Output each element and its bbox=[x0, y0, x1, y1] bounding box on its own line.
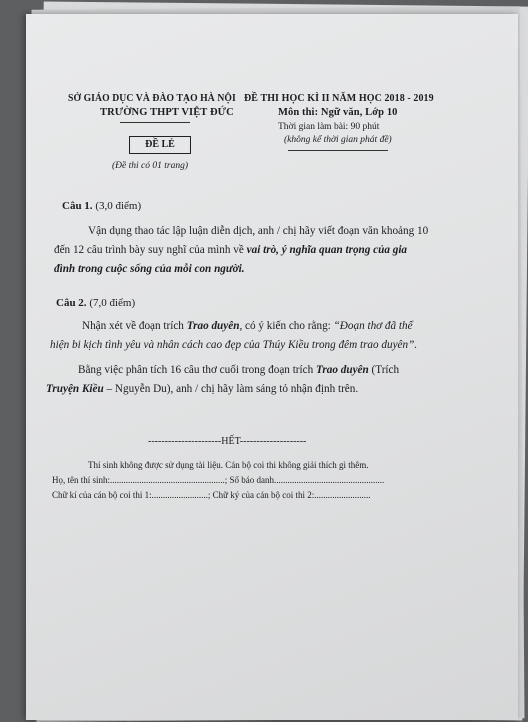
question2-p2-text-a: Bằng việc phân tích 16 câu thơ cuối trong đoạn trích bbox=[78, 364, 316, 376]
question1-line3: đình trong cuộc sống của mỗi con người. bbox=[54, 263, 245, 275]
question2-p2-work-title: Trao duyên bbox=[316, 364, 369, 376]
question1-line2-emphasis: vai trò, ý nghĩa quan trọng của gia bbox=[246, 244, 408, 256]
exam-code-box: ĐỀ LẺ bbox=[129, 136, 191, 154]
exam-rules-note: Thí sinh không được sử dụng tài liệu. Cán bộ coi thi không giải thích gì thêm. bbox=[88, 460, 369, 470]
question2-p2-text-b: – Nguyễn Du), anh / chị hãy làm sáng tỏ nhận định trên. bbox=[103, 383, 359, 395]
question2-p1-line1 bbox=[82, 317, 413, 336]
duration-line: Thời gian làm bài: 90 phút bbox=[278, 122, 380, 132]
question2-p2-line1 bbox=[78, 361, 399, 380]
question2-title: Câu 2. bbox=[56, 297, 87, 309]
duration-note: (không kể thời gian phát đề) bbox=[284, 135, 392, 145]
department-name: SỞ GIÁO DỤC VÀ ĐÀO TẠO HÀ NỘI bbox=[68, 93, 236, 104]
question2-work-title: Trao duyên bbox=[186, 320, 240, 332]
school-name: TRƯỜNG THPT VIỆT ĐỨC bbox=[100, 107, 234, 118]
subject-line: Môn thi: Ngữ văn, Lớp 10 bbox=[278, 107, 398, 118]
question1-heading bbox=[62, 200, 141, 212]
question1-line1: Vận dụng thao tác lập luận diễn dịch, anh / chị hãy viết đoạn văn khoảng 10 bbox=[88, 225, 429, 237]
question2-p2-source-title: Truyện Kiều bbox=[46, 383, 104, 395]
school-underline bbox=[120, 122, 190, 123]
question1-title: Câu 1. bbox=[62, 200, 93, 212]
question1-line2-text: đến 12 câu trình bày suy nghĩ của mình về bbox=[54, 244, 247, 256]
question2-quote-start: “Đoạn thơ đã thể bbox=[333, 320, 413, 332]
exam-sheet bbox=[26, 14, 518, 720]
duration-underline bbox=[288, 150, 388, 151]
candidate-info-line: Họ, tên thí sinh:...................................................; Số báo danh................................................. bbox=[52, 475, 385, 485]
exam-title: ĐỀ THI HỌC KÌ II NĂM HỌC 2018 - 2019 bbox=[244, 93, 434, 104]
question2-p2-text-c: (Trích bbox=[368, 364, 400, 376]
question2-p1-text-c: , có ý kiến cho rằng: bbox=[239, 320, 334, 332]
question2-points: (7,0 điểm) bbox=[89, 297, 136, 309]
question2-p1-line2: hiện bi kịch tình yêu và nhân cách cao đẹp của Thúy Kiều trong đêm trao duyên”. bbox=[50, 339, 418, 351]
question2-p1-text-a: Nhận xét về đoạn trích bbox=[82, 320, 187, 332]
question2-heading bbox=[56, 297, 135, 309]
supervisor-signature-line: Chữ kí của cán bộ coi thi 1:.........................; Chữ ký của cán bộ coi thi 2:......................... bbox=[52, 490, 371, 500]
question2-p2-line2 bbox=[46, 380, 358, 399]
end-marker: ----------------------HẾT-------------------- bbox=[148, 436, 307, 447]
question1-points: (3,0 điểm) bbox=[95, 200, 142, 212]
question1-line2 bbox=[54, 241, 407, 260]
page-count-note: (Đề thi có 01 trang) bbox=[112, 161, 188, 171]
